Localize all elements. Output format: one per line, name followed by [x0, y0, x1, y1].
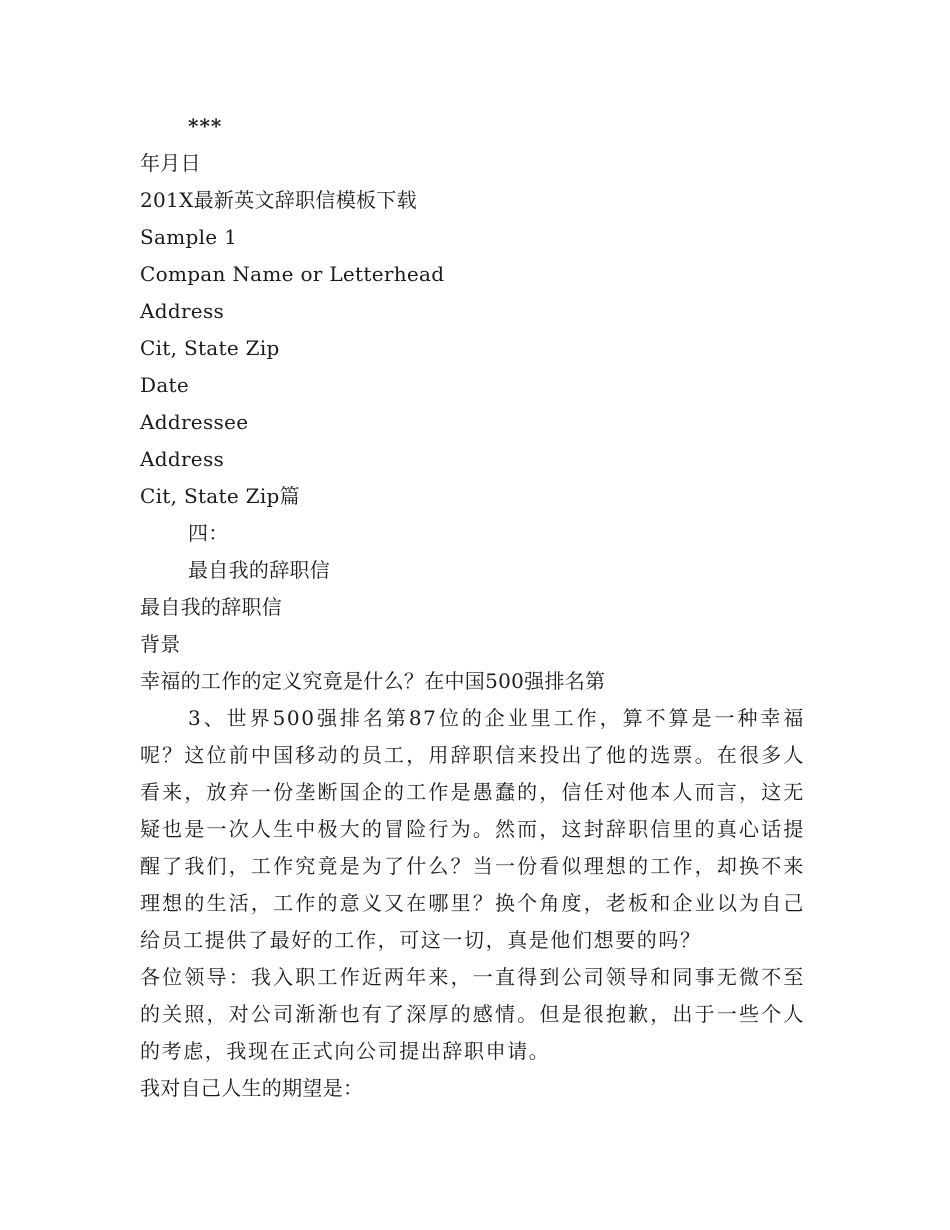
addressee-label: Addressee — [140, 410, 249, 434]
body-paragraph-2: 各位领导：我入职工作近两年来，一直得到公司领导和同事无微不至的关照，对公司渐渐也有了深厚的感情。但是很抱歉，出于一些个人的考虑，我现在正式向公司提出辞职申请。 — [140, 965, 805, 1063]
addressee-address: Address — [140, 447, 225, 471]
date-label: Date — [140, 373, 190, 397]
company-line: Compan Name or Letterhead — [140, 262, 445, 286]
question-line: 幸福的工作的定义究竟是什么？在中国500强排名第 — [140, 669, 606, 693]
body-paragraph-1: 3、世界500强排名第87位的企业里工作，算不算是一种幸福呢？这位前中国移动的员工，用辞职信来投出了他的选票。在很多人看来，放弃一份垄断国企的工作是愚蠢的，信任对他本人而言，这无疑也是一次人生中极大的冒险行为。然而，这封辞职信里的真心话提醒了我们，工作究竟是为了什么？当一份看似理想的工作，却换不来理想的生活，工作的意义又在哪里？换个角度，老板和企业以为自己给员工提供了最好的工作，可这一切，真是他们想要的吗？ — [140, 706, 805, 952]
chapter-title: 最自我的辞职信 — [188, 558, 331, 582]
asterisks-line: *** — [188, 114, 223, 138]
chapter-number: 四： — [188, 521, 229, 545]
section-heading: 最自我的辞职信 — [140, 595, 283, 619]
sender-address: Address — [140, 299, 225, 323]
addressee-city-state-zip: Cit, State Zip篇 — [140, 484, 300, 508]
closing-line: 我对自己人生的期望是： — [140, 1076, 364, 1100]
sample-label: Sample 1 — [140, 225, 238, 249]
document-title: 201X最新英文辞职信模板下载 — [140, 188, 417, 212]
background-label: 背景 — [140, 632, 181, 656]
date-placeholder: 年月日 — [140, 151, 201, 175]
document-body — [140, 108, 805, 1107]
sender-city-state-zip: Cit, State Zip — [140, 336, 280, 360]
